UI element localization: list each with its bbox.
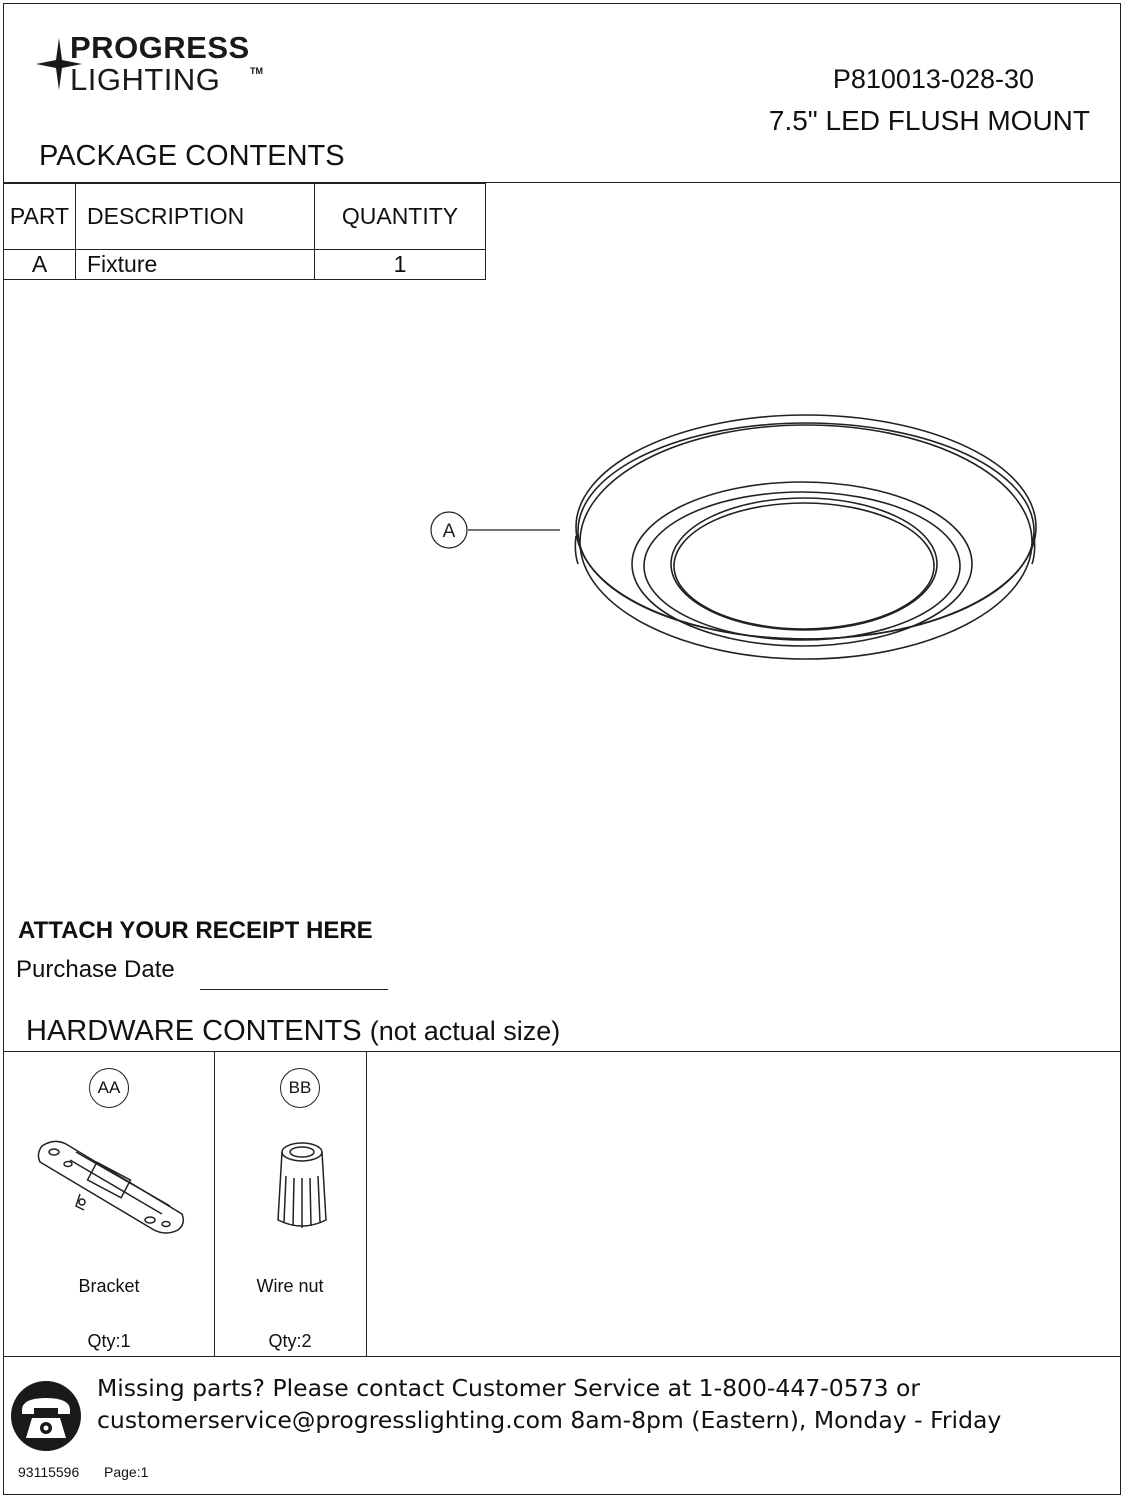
contact-line-2[interactable]: customerservice@progresslighting.com 8am-8pm (Eastern), Monday - Friday (97, 1406, 1002, 1434)
document-number: 93115596 (18, 1464, 80, 1480)
purchase-date-field[interactable] (200, 989, 388, 990)
hardware-id-circle: AA (89, 1068, 129, 1108)
part-letter: A (4, 250, 76, 280)
parts-table (3, 183, 486, 280)
instruction-sheet (3, 3, 1121, 1495)
trademark-mark: TM (250, 66, 263, 76)
brand-line1: PROGRESS (70, 30, 250, 65)
hardware-qty: Qty:1 (87, 1331, 131, 1351)
progress-lighting-logo (36, 30, 286, 100)
footer-divider (4, 1356, 1120, 1357)
purchase-date-label: Purchase Date (16, 956, 175, 983)
hardware-qty: Qty:2 (268, 1331, 312, 1351)
contact-line-1: Missing parts? Please contact Customer Service at 1-800-447-0573 or (97, 1374, 921, 1402)
hardware-contents-heading (26, 1015, 560, 1048)
hardware-name: Bracket (78, 1276, 140, 1296)
table-row (4, 250, 486, 280)
wire-nut-icon (270, 1140, 334, 1232)
receipt-heading: ATTACH YOUR RECEIPT HERE (18, 917, 373, 944)
bracket-icon (32, 1134, 188, 1234)
parts-table-header (4, 184, 486, 250)
hardware-id-circle: BB (280, 1068, 320, 1108)
fixture-drawing (424, 404, 1044, 674)
customer-service-contact (97, 1372, 1001, 1436)
hardware-item (4, 1052, 215, 1356)
model-number: P810013-028-30 (832, 64, 1034, 94)
product-title: 7.5" LED FLUSH MOUNT (768, 105, 1090, 136)
hardware-item (214, 1052, 367, 1356)
callout-letter: A (442, 521, 456, 542)
telephone-icon (10, 1380, 82, 1452)
fixture-outline (575, 415, 1036, 659)
page-number: Page:1 (104, 1464, 149, 1480)
part-description: Fixture (76, 250, 315, 280)
column-header-description: DESCRIPTION (76, 184, 315, 250)
hardware-heading-text: HARDWARE CONTENTS (26, 1015, 362, 1047)
column-header-quantity: QUANTITY (315, 184, 486, 250)
package-contents-heading: PACKAGE CONTENTS (39, 140, 345, 172)
brand-line2: LIGHTING (70, 62, 221, 97)
column-header-part: PART (4, 184, 76, 250)
part-quantity: 1 (315, 250, 486, 280)
hardware-name: Wire nut (256, 1276, 324, 1296)
hardware-heading-note: (not actual size) (369, 1016, 561, 1046)
